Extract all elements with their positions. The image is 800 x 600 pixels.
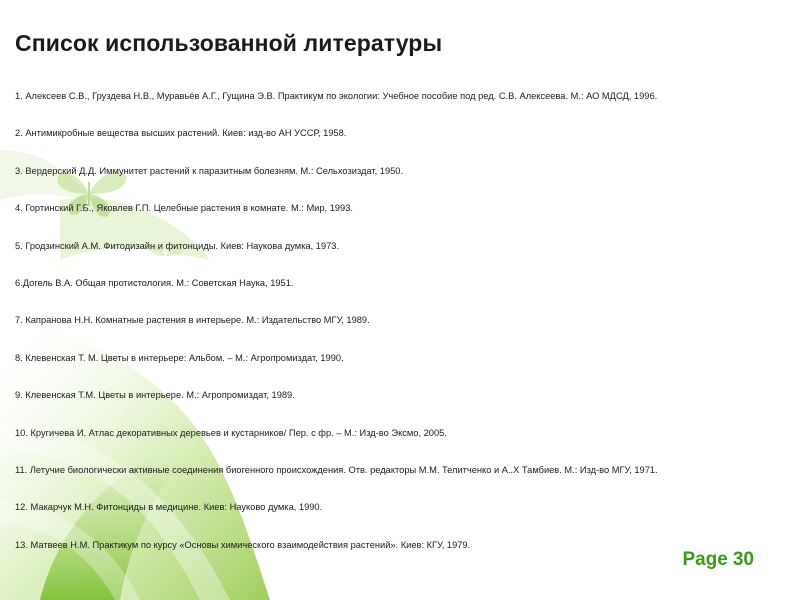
reference-item: 3. Вердерский Д.Д. Иммунитет растений к паразитным болезням. М.: Сельхозиздат, 1950. [15, 165, 404, 176]
reference-list [15, 79, 795, 565]
reference-item: 9. Клевенская Т.М. Цветы в интерьере. М.: Агропромиздат, 1989. [15, 390, 295, 401]
slide-title: Список использованной литературы [15, 30, 443, 56]
reference-item: 8. Клевенская Т. М. Цветы в интерьере: Альбом. – М.: Агропромиздат, 1990. [15, 352, 344, 363]
reference-item: 5. Гродзинский А.М. Фитодизайн и фитонциды. Киев: Наукова думка, 1973. [15, 240, 340, 251]
reference-item: 10. Кругичева И. Атлас декоративных деревьев и кустарников/ Пер. с фр. – М.: Изд-во Эксмо, 2005. [15, 427, 447, 438]
reference-item: 12. Макарчук М.Н. Фитонциды в медицине. Киев: Науково думка, 1990. [15, 502, 323, 513]
reference-item: 2. Антимикробные вещества высших растений. Киев: изд-во АН УССР, 1958. [15, 128, 347, 139]
page-number [682, 549, 754, 571]
reference-item: 1. Алексеев С.В., Груздева Н.В., Муравьёв А.Г., Гущина Э.В. Практикум по экологии: Учебное пособие под ред. С.В. Алексеева. М.: АО МДСД, 1996. [15, 91, 658, 101]
reference-item: 7. Капранова Н.Н. Комнатные растения в интерьере. М.: Издательство МГУ, 1989. [15, 315, 370, 326]
reference-item: 6.Догель В.А. Общая протистология. М.: Советская Наука, 1951. [15, 277, 294, 288]
reference-item: 11. Летучие биологически активные соединения биогенного происхождения. Отв. редакторы М.М. Телитченко и А..Х Тамбиев. М.: Изд-во МГУ, 1971. [15, 464, 658, 475]
page-label: Page [682, 549, 728, 570]
page-number-value: 30 [732, 549, 754, 570]
reference-item: 13. Матвеев Н.М. Практикум по курсу «Основы химического взаимодействия растений». Киев: КГУ, 1979. [15, 539, 471, 550]
reference-item: 4. Гортинский Г.Б., Яковлев Г.П. Целебные растения в комнате. М.: Мир, 1993. [15, 203, 353, 214]
